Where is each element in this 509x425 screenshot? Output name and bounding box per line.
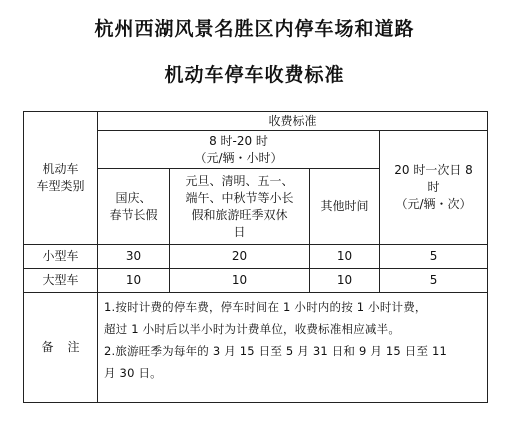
day-period-header: 8 时-20 时 （元/辆・小时） — [98, 131, 380, 169]
vehicle-type-header: 机动车 车型类别 — [24, 112, 98, 245]
festival-fee: 20 — [170, 245, 310, 269]
other-time-header: 其他时间 — [310, 169, 380, 245]
vehicle-type-cell: 大型车 — [24, 269, 98, 293]
festival-fee: 10 — [170, 269, 310, 293]
remark-line: 1.按时计费的停车费，停车时间在 1 小时内的按 1 小时计费， — [104, 300, 427, 314]
remark-line: 超过 1 小时后以半小时为计费单位，收费标准相应减半。 — [104, 322, 401, 336]
table-row — [24, 245, 488, 269]
title-line-2: 机动车停车收费标准 — [164, 64, 345, 86]
national-spring-fee: 30 — [98, 245, 170, 269]
remark-line: 月 30 日。 — [104, 366, 162, 380]
fee-table — [23, 111, 488, 403]
remark-label: 备注 — [24, 293, 98, 403]
fee-standard-header: 收费标准 — [98, 112, 488, 131]
vehicle-type-cell: 小型车 — [24, 245, 98, 269]
table-row — [24, 269, 488, 293]
night-period-header: 20 时一次日 8 时 （元/辆・次） — [380, 131, 488, 245]
other-time-fee: 10 — [310, 245, 380, 269]
title-line-1: 杭州西湖风景名胜区内停车场和道路 — [94, 18, 415, 40]
national-spring-fee: 10 — [98, 269, 170, 293]
other-time-fee: 10 — [310, 269, 380, 293]
night-fee: 5 — [380, 269, 488, 293]
night-fee: 5 — [380, 245, 488, 269]
remarks — [98, 293, 488, 403]
remark-line: 2.旅游旺季为每年的 3 月 15 日至 5 月 31 日和 9 月 15 日至 11 — [104, 344, 448, 358]
festival-header: 元旦、清明、五一、 端午、中秋节等小长 假和旅游旺季双休 日 — [170, 169, 310, 245]
national-spring-header: 国庆、 春节长假 — [98, 169, 170, 245]
